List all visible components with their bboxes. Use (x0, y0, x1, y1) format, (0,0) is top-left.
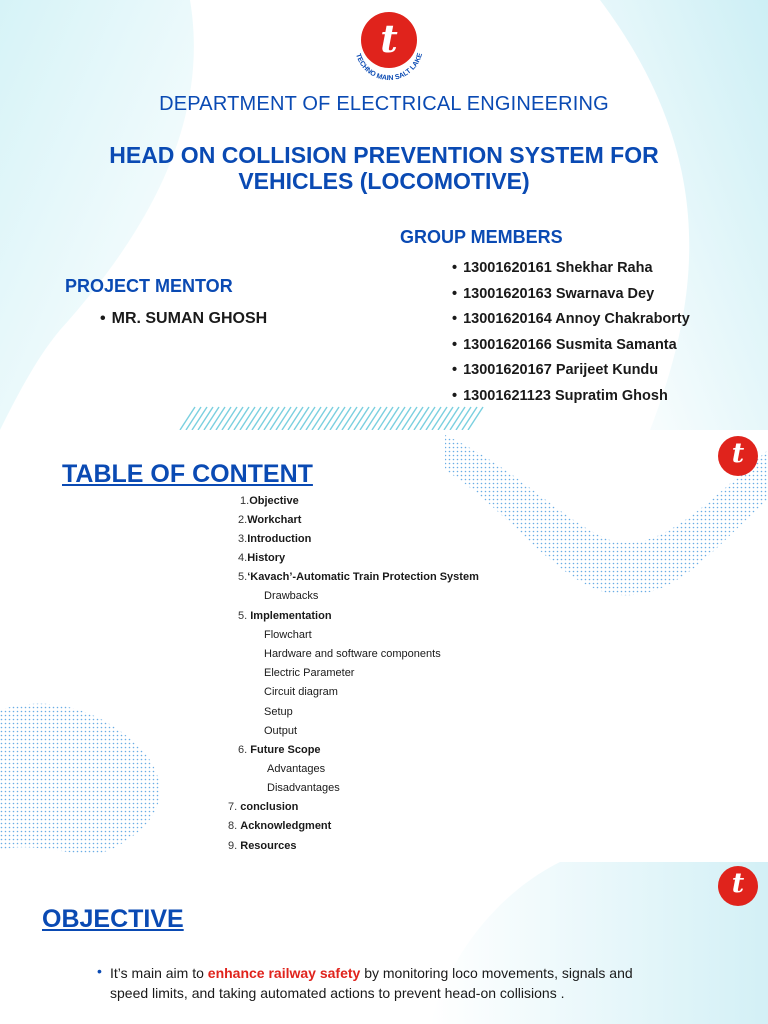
toc-row[interactable] (238, 533, 311, 545)
toc-row-text: Objective (249, 495, 299, 507)
toc-row-number: 1. (240, 495, 250, 507)
toc-subrow[interactable] (264, 590, 318, 602)
group-members-heading: GROUP MEMBERS (400, 227, 563, 247)
logo-mark: t (731, 438, 745, 469)
member-item: • 13001621123 Supratim Ghosh (452, 388, 690, 414)
toc-row-number: 8. (228, 820, 238, 832)
college-logo-small (713, 434, 763, 484)
toc-row-text: Hardware and software components (264, 648, 441, 660)
toc-subrow[interactable] (267, 763, 325, 775)
toc-row-number: 5. (238, 610, 248, 622)
project-mentor-heading: PROJECT MENTOR (65, 276, 233, 296)
svg-text:TECHNO MAIN SALT LAKE: TECHNO MAIN SALT LAKE (354, 52, 425, 83)
toc-subrow[interactable] (264, 725, 297, 737)
toc-row-text: Implementation (250, 610, 332, 622)
college-logo (349, 6, 429, 86)
toc-row-text: ‘Kavach’-Automatic Train Protection System (247, 571, 479, 583)
toc-row-text: Circuit diagram (264, 686, 338, 698)
hatch-stripes (180, 407, 483, 430)
logo-mark: t (380, 16, 398, 61)
toc-row-number: 6. (238, 744, 248, 756)
toc-row[interactable] (238, 514, 301, 526)
toc-row-number: 7. (228, 801, 238, 813)
member-item: • 13001620163 Swarnava Dey (452, 286, 690, 312)
toc-subrow[interactable] (264, 629, 312, 641)
logo-mark: t (731, 868, 745, 899)
department-name: DEPARTMENT OF ELECTRICAL ENGINEERING (159, 93, 609, 115)
member-item: • 13001620166 Susmita Samanta (452, 337, 690, 363)
member-item: • 13001620167 Parijeet Kundu (452, 362, 690, 388)
toc-row-number: 9. (228, 840, 238, 852)
member-item: • 13001620161 Shekhar Raha (452, 260, 690, 286)
group-members-list (452, 260, 690, 414)
toc-row-text: Output (264, 725, 298, 737)
toc-row[interactable] (228, 820, 331, 832)
project-title (40, 142, 728, 194)
toc-row-text: conclusion (240, 801, 299, 813)
toc-row-text: Workchart (247, 514, 302, 526)
mentor-name: • MR. SUMAN GHOSH (100, 310, 267, 328)
toc-row-text: Electric Parameter (264, 667, 355, 679)
toc-row-text: Future Scope (250, 744, 321, 756)
wave-decoration (0, 430, 768, 862)
toc-row[interactable] (238, 552, 285, 564)
toc-row-number: 4. (238, 552, 248, 564)
toc-row-text: Advantages (267, 763, 326, 775)
objective-highlight: enhance railway safety (207, 965, 361, 981)
toc-row-text: Flowchart (264, 629, 312, 641)
toc-row-text: Setup (264, 706, 293, 718)
toc-subrow[interactable] (264, 686, 338, 698)
toc-row-text: Acknowledgment (240, 820, 332, 832)
toc-row[interactable] (228, 801, 298, 813)
objective-text (110, 963, 650, 1003)
toc-row[interactable] (240, 495, 299, 507)
toc-row-text: Introduction (247, 533, 312, 545)
toc-row[interactable] (238, 571, 479, 583)
objective-text-start: It’s main aim to (110, 965, 208, 981)
objective-text-end: by monitoring loco movements, signals and speed limits, and taking automated actions to prevent head-on collisions . (110, 965, 633, 1001)
wave-left (0, 704, 160, 854)
toc-subrow[interactable] (267, 782, 340, 794)
toc-subrow[interactable] (264, 706, 293, 718)
toc-heading: TABLE OF CONTENT (62, 460, 313, 488)
toc-row-text: Resources (240, 840, 297, 852)
toc-page (0, 430, 768, 862)
toc-row-number: 2. (238, 514, 248, 526)
toc-row-number: 5. (238, 571, 248, 583)
member-item: • 13001620164 Annoy Chakraborty (452, 311, 690, 337)
project-title-line1: HEAD ON COLLISION PREVENTION SYSTEM FOR (109, 142, 659, 168)
project-title-line2: VEHICLES (LOCOMOTIVE) (238, 168, 530, 194)
toc-row-number: 3. (238, 533, 248, 545)
title-page (0, 0, 768, 430)
toc-row-text: Drawbacks (264, 590, 319, 602)
college-logo-small (713, 864, 763, 914)
toc-subrow[interactable] (264, 648, 441, 660)
left-blob (0, 0, 194, 430)
toc-row[interactable] (228, 840, 297, 852)
objective-bullet-icon: • (97, 963, 102, 979)
objective-heading: OBJECTIVE (42, 905, 184, 933)
toc-row-text: Disadvantages (267, 782, 340, 794)
toc-row[interactable] (238, 610, 332, 622)
toc-row-text: History (247, 552, 286, 564)
toc-row[interactable] (238, 744, 321, 756)
toc-subrow[interactable] (264, 667, 354, 679)
mentor-list (100, 310, 267, 328)
